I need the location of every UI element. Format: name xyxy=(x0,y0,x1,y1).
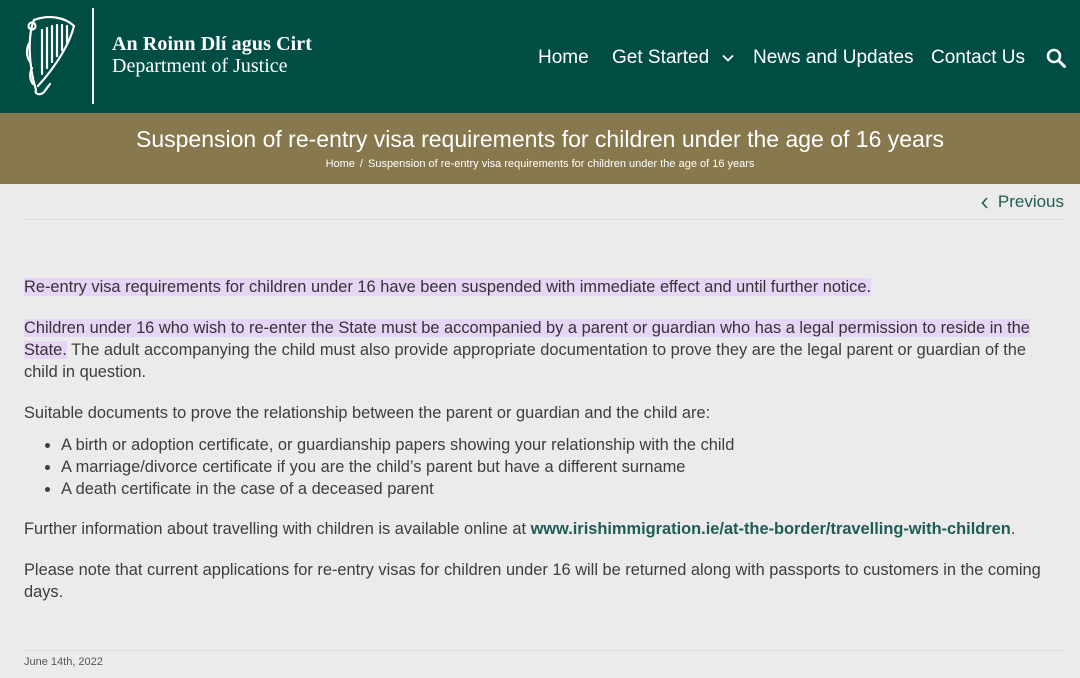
org-name-irish[interactable]: An Roinn Dlí agus Cirt xyxy=(112,33,313,55)
divider xyxy=(24,219,1064,220)
paragraph-accompaniment xyxy=(24,317,1054,383)
nav-item-label: Get Started xyxy=(612,47,710,68)
chevron-down-icon xyxy=(722,54,734,62)
previous-label: Previous xyxy=(997,192,1064,211)
page-title-bar xyxy=(0,113,1080,184)
chevron-left-icon xyxy=(981,197,988,209)
paragraph-text: . xyxy=(1010,520,1016,538)
breadcrumb xyxy=(0,158,1080,170)
previous-post-link[interactable] xyxy=(981,192,1064,212)
nav-item-home[interactable] xyxy=(538,47,589,69)
paragraph-text: Further information about travelling with children is available online at xyxy=(24,520,531,538)
paragraph-documents-intro: Suitable documents to prove the relationship between the parent or guardian and the child are: xyxy=(24,404,711,422)
divider xyxy=(24,650,1064,651)
search-icon[interactable] xyxy=(1046,48,1066,68)
list-item: • A marriage/divorce certificate if you are the child’s parent but have a different surname xyxy=(61,456,1054,478)
breadcrumb-current: Suspension of re-entry visa requirements for children under the age of 16 years xyxy=(367,158,755,170)
paragraph-returned-applications: Please note that current applications for re-entry visas for children under 16 will be returned along with passports to customers in the coming days. xyxy=(24,561,1041,601)
paragraph-further-info xyxy=(24,518,1054,540)
main-nav xyxy=(0,47,1080,71)
org-name-english[interactable]: Department of Justice xyxy=(112,55,288,77)
page-title: Suspension of re-entry visa requirements for children under the age of 16 years xyxy=(136,126,944,152)
nav-item-label: Home xyxy=(538,47,589,68)
nav-item-label: News and Updates xyxy=(753,47,914,68)
highlighted-text: Re-entry visa requirements for children under 16 have been suspended with immediate effect and until further notice. xyxy=(24,278,872,296)
paragraph-text: The adult accompanying the child must also provide appropriate documentation to prove they are the legal parent or guardian of the child in question. xyxy=(24,341,1026,381)
document-list xyxy=(24,434,1054,500)
post-date: June 14th, 2022 xyxy=(24,656,103,668)
breadcrumb-home-link[interactable]: Home xyxy=(325,158,355,170)
list-item: • A birth or adoption certificate, or guardianship papers showing your relationship with the child xyxy=(61,434,1054,456)
list-item: • A death certificate in the case of a deceased parent xyxy=(61,478,1054,500)
nav-item-get-started[interactable] xyxy=(612,47,734,69)
article-body xyxy=(24,276,1054,603)
nav-item-label: Contact Us xyxy=(931,47,1025,68)
breadcrumb-separator: / xyxy=(359,158,363,170)
highlighted-text: Children under 16 who wish to re-enter the State must be accompanied by a parent or guardian who has a legal permission to reside in the State. xyxy=(24,319,1030,359)
immigration-link[interactable]: www.irishimmigration.ie/at-the-border/travelling-with-children xyxy=(530,520,1011,538)
paragraph-suspension xyxy=(24,276,1054,298)
nav-item-contact-us[interactable] xyxy=(931,47,1025,69)
nav-item-news-and-updates[interactable] xyxy=(753,47,914,69)
site-header xyxy=(0,0,1080,113)
